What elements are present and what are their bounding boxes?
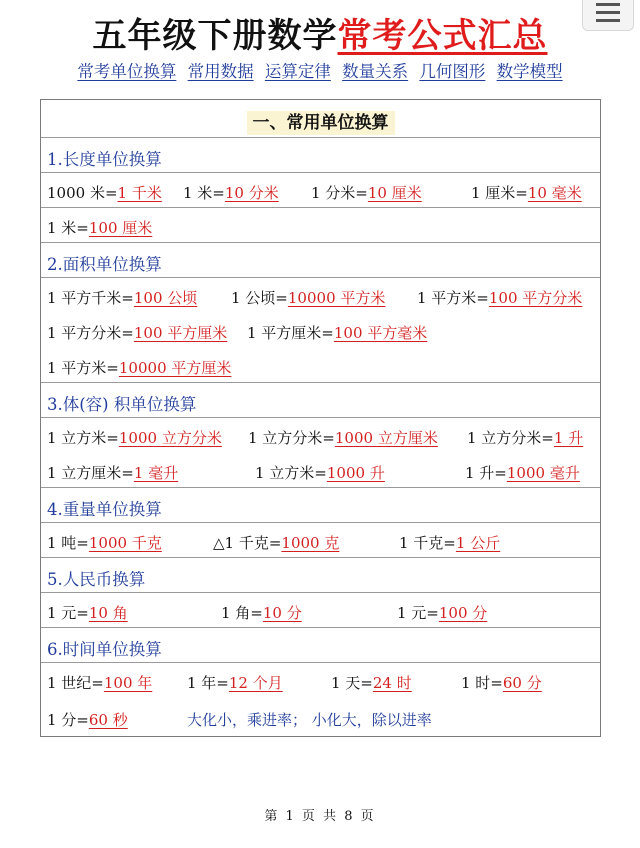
page-number: 第 1 页 共 8 页 <box>264 809 376 824</box>
table-row <box>41 453 600 488</box>
formula-item: 1 平方厘米=100 平方毫米 <box>247 324 428 342</box>
nav-link-math-models[interactable]: 数学模型 <box>496 62 563 81</box>
formula-item: 1 平方米=10000 平方厘米 <box>47 359 232 377</box>
formula-item: 1 平方米=100 平方分米 <box>417 289 583 307</box>
table-heading: 一、常用单位换算 <box>247 111 395 135</box>
formula-item: 1 厘米=10 毫米 <box>471 184 582 202</box>
nav-link-unit-conversion[interactable]: 常考单位换算 <box>77 62 177 81</box>
title-main: 五年级下册数学 <box>92 16 338 56</box>
section-title-currency: 5.人民币换算 <box>47 570 146 589</box>
menu-icon <box>596 3 620 6</box>
table-row <box>41 700 600 736</box>
formula-item: △1 千克=1000 克 <box>213 534 340 552</box>
table-heading-row <box>41 100 600 138</box>
section-title-row <box>41 138 600 173</box>
formula-item: 1 立方米=1000 升 <box>255 464 385 482</box>
section-title-weight: 4.重量单位换算 <box>47 500 162 519</box>
conversion-rule-note: 大化小，乘进率； 小化大，除以进率 <box>187 711 432 729</box>
formula-table <box>40 99 601 737</box>
table-row <box>41 663 600 700</box>
top-nav <box>0 60 640 84</box>
table-row <box>41 418 600 453</box>
formula-item: 1 米=100 厘米 <box>47 219 153 237</box>
section-title-row <box>41 383 600 418</box>
formula-item: 1 米=10 分米 <box>183 184 279 202</box>
formula-item: 1 千克=1 公斤 <box>399 534 501 552</box>
nav-link-common-data[interactable]: 常用数据 <box>187 62 254 81</box>
formula-item: 1 平方千米=100 公顷 <box>47 289 198 307</box>
section-title-length: 1.长度单位换算 <box>47 150 162 169</box>
section-title-row <box>41 243 600 278</box>
formula-item: 1 分米=10 厘米 <box>311 184 422 202</box>
section-title-time: 6.时间单位换算 <box>47 640 162 659</box>
section-title-row <box>41 628 600 663</box>
formula-item: 1 天=24 时 <box>331 674 412 692</box>
nav-link-operation-laws[interactable]: 运算定律 <box>264 62 331 81</box>
formula-item: 1 升=1000 毫升 <box>465 464 580 482</box>
formula-item: 1 公顷=10000 平方米 <box>231 289 386 307</box>
table-row <box>41 313 600 348</box>
table-row <box>41 208 600 243</box>
formula-item: 1 立方分米=1000 立方厘米 <box>248 429 438 447</box>
page-title <box>0 14 640 58</box>
formula-item: 1 时=60 分 <box>461 674 542 692</box>
section-title-row <box>41 558 600 593</box>
formula-item: 1 年=12 个月 <box>187 674 283 692</box>
formula-item: 1 立方厘米=1 毫升 <box>47 464 179 482</box>
section-title-area: 2.面积单位换算 <box>47 255 162 274</box>
title-highlight: 常考公式汇总 <box>337 16 548 56</box>
formula-item: 1 吨=1000 千克 <box>47 534 162 552</box>
table-row <box>41 278 600 313</box>
section-title-volume: 3.体(容) 积单位换算 <box>47 395 197 414</box>
table-row <box>41 173 600 208</box>
formula-item: 1 分=60 秒 <box>47 711 128 729</box>
table-row <box>41 593 600 628</box>
formula-item: 1 立方分米=1 升 <box>467 429 584 447</box>
table-row <box>41 348 600 383</box>
formula-item: 1000 米=1 千米 <box>47 184 162 202</box>
formula-item: 1 元=100 分 <box>397 604 488 622</box>
formula-item: 1 立方米=1000 立方分米 <box>47 429 222 447</box>
formula-item: 1 元=10 角 <box>47 604 128 622</box>
nav-link-geometry[interactable]: 几何图形 <box>419 62 486 81</box>
formula-item: 1 角=10 分 <box>221 604 302 622</box>
formula-item: 1 平方分米=100 平方厘米 <box>47 324 228 342</box>
nav-link-quantity-relations[interactable]: 数量关系 <box>342 62 409 81</box>
section-title-row <box>41 488 600 523</box>
table-row <box>41 523 600 558</box>
formula-item: 1 世纪=100 年 <box>47 674 153 692</box>
